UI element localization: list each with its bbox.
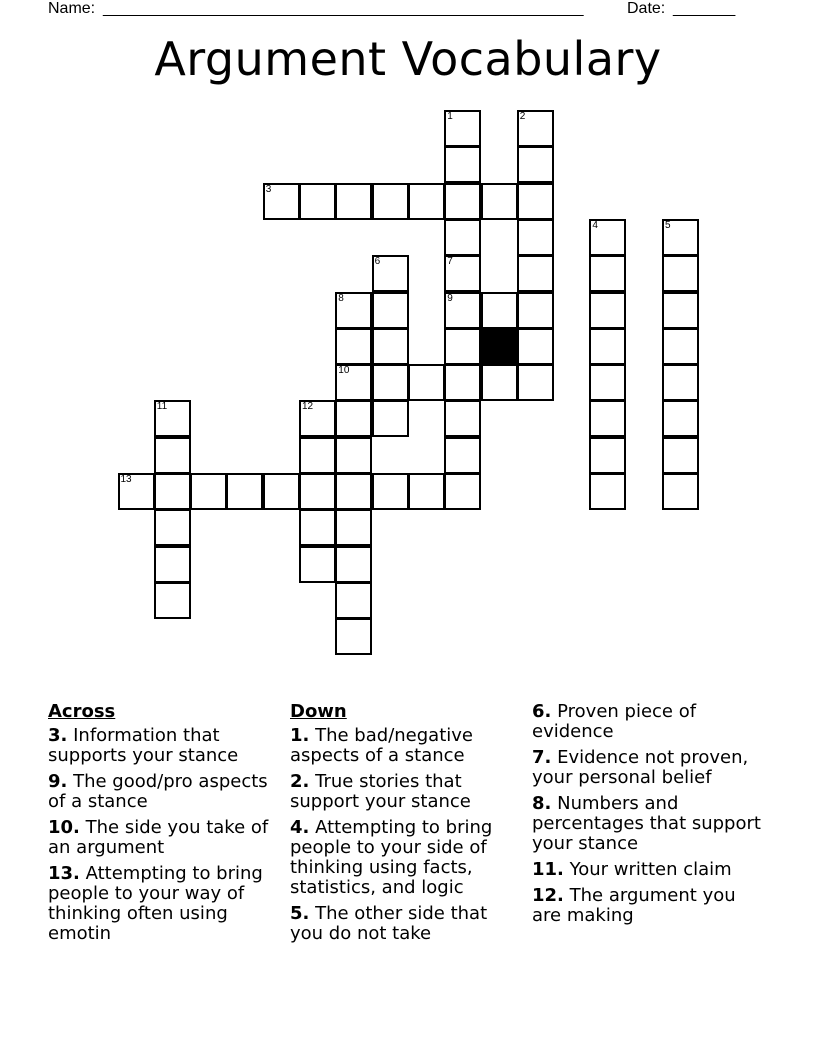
grid-cell[interactable]: [662, 255, 699, 292]
grid-cell[interactable]: [517, 110, 554, 147]
across-heading: Across: [48, 701, 116, 722]
grid-cell[interactable]: [372, 328, 409, 365]
clue-across-13: 13. Attempting to bring people to your way of thinking often using emotin: [48, 863, 263, 944]
grid-cell[interactable]: [444, 110, 481, 147]
clue-down-11: 11. Your written claim: [532, 859, 732, 880]
grid-cell[interactable]: [335, 400, 372, 437]
clue-number: 2: [519, 111, 526, 122]
grid-cell[interactable]: [444, 364, 481, 401]
grid-cell[interactable]: [589, 473, 626, 510]
clue-number: 3: [265, 183, 272, 195]
grid-cell[interactable]: [372, 473, 409, 510]
grid-cell[interactable]: [662, 292, 699, 329]
grid-cell[interactable]: [335, 437, 372, 474]
grid-cell[interactable]: [154, 546, 191, 583]
clue-number: 11: [156, 401, 168, 413]
grid-cell[interactable]: [335, 546, 372, 583]
grid-cell[interactable]: [299, 473, 336, 510]
grid-cell[interactable]: [263, 183, 300, 220]
grid-cell[interactable]: [372, 255, 409, 292]
grid-cell[interactable]: [299, 509, 336, 546]
grid-cell[interactable]: [372, 292, 409, 329]
grid-cell[interactable]: [444, 328, 481, 365]
grid-cell[interactable]: [517, 183, 554, 220]
grid-cell[interactable]: [118, 473, 155, 510]
grid-cell[interactable]: [444, 473, 481, 510]
grid-cell[interactable]: [662, 328, 699, 365]
clue-across-3: 3. Information that supports your stance: [48, 725, 239, 766]
grid-cell[interactable]: [589, 364, 626, 401]
grid-cell[interactable]: [662, 364, 699, 401]
grid-cell[interactable]: [335, 473, 372, 510]
clue-across-9: 9. The good/pro aspects of a stance: [48, 771, 268, 812]
grid-cell[interactable]: [299, 183, 336, 220]
grid-cell[interactable]: [444, 255, 481, 292]
grid-cell[interactable]: [444, 400, 481, 437]
grid-cell[interactable]: [154, 437, 191, 474]
grid-cell[interactable]: [335, 582, 372, 619]
grid-cell[interactable]: [263, 473, 300, 510]
grid-cell[interactable]: [408, 364, 445, 401]
grid-cell[interactable]: [589, 400, 626, 437]
clue-number: 5: [665, 219, 671, 231]
grid-cell[interactable]: [662, 400, 699, 437]
across-clues: [48, 702, 280, 950]
clue-down-4: 4. Attempting to bring people to your side of thinking using facts, statistics, and logic: [290, 817, 493, 898]
down-clues-continued: [532, 702, 764, 932]
down-clues: [290, 702, 522, 950]
name-label: Name:: [48, 0, 96, 17]
grid-cell[interactable]: [444, 146, 481, 183]
grid-cell[interactable]: [154, 582, 191, 619]
clue-across-10: 10. The side you take of an argument: [48, 817, 269, 858]
grid-cell[interactable]: [408, 183, 445, 220]
grid-cell[interactable]: [589, 437, 626, 474]
grid-cell[interactable]: [226, 473, 263, 510]
clue-number: 8: [338, 292, 344, 304]
grid-cell[interactable]: [335, 509, 372, 546]
grid-cell[interactable]: [481, 183, 518, 220]
grid-cell[interactable]: [372, 183, 409, 220]
clue-down-8: 8. Numbers and percentages that support your stance: [532, 793, 761, 854]
grid-cell[interactable]: [299, 546, 336, 583]
clue-down-6: 6. Proven piece of evidence: [532, 701, 697, 742]
grid-cell[interactable]: [517, 364, 554, 401]
grid-cell[interactable]: [517, 328, 554, 365]
grid-cell[interactable]: [372, 364, 409, 401]
grid-cell[interactable]: [154, 400, 191, 437]
clue-down-1: 1. The bad/negative aspects of a stance: [290, 725, 473, 766]
grid-cell[interactable]: [444, 219, 481, 256]
grid-cell[interactable]: [662, 473, 699, 510]
grid-cell[interactable]: [335, 292, 372, 329]
grid-cell[interactable]: [444, 292, 481, 329]
grid-cell[interactable]: [517, 292, 554, 329]
grid-cell[interactable]: [589, 219, 626, 256]
clue-number: 13: [120, 474, 132, 485]
grid-cell[interactable]: [335, 364, 372, 401]
grid-cell[interactable]: [372, 400, 409, 437]
clue-down-12: 12. The argument you are making: [532, 885, 736, 926]
date-label: Date:: [627, 0, 666, 17]
grid-cell[interactable]: [335, 618, 372, 655]
grid-cell[interactable]: [335, 183, 372, 220]
clue-number: 4: [592, 219, 598, 231]
grid-cell[interactable]: [662, 219, 699, 256]
grid-cell[interactable]: [662, 437, 699, 474]
grid-cell[interactable]: [589, 255, 626, 292]
grid-cell[interactable]: [589, 328, 626, 365]
grid-cell[interactable]: [190, 473, 227, 510]
grid-cell[interactable]: [517, 219, 554, 256]
grid-cell[interactable]: [481, 292, 518, 329]
grid-cell[interactable]: [481, 364, 518, 401]
grid-cell[interactable]: [517, 255, 554, 292]
grid-cell[interactable]: [444, 183, 481, 220]
clue-number: 12: [302, 401, 314, 413]
date-field[interactable]: _______: [673, 0, 736, 17]
grid-cell[interactable]: [154, 509, 191, 546]
clue-down-7: 7. Evidence not proven, your personal belief: [532, 747, 749, 788]
black-square: [481, 328, 518, 365]
clue-down-5: 5. The other side that you do not take: [290, 903, 488, 944]
clue-down-2: 2. True stories that support your stance: [290, 771, 471, 812]
name-field[interactable]: ______________________________________________________: [103, 0, 584, 17]
grid-cell[interactable]: [408, 473, 445, 510]
clue-number: 10: [338, 365, 350, 377]
clue-number: 6: [374, 256, 381, 268]
clue-number: 9: [447, 292, 453, 304]
grid-cell[interactable]: [589, 292, 626, 329]
grid-cell[interactable]: [299, 400, 336, 437]
page-title: Argument Vocabulary: [154, 32, 662, 86]
clue-number: 1: [447, 111, 453, 122]
grid-cell[interactable]: [517, 146, 554, 183]
grid-cell[interactable]: [299, 437, 336, 474]
grid-cell[interactable]: [335, 328, 372, 365]
grid-cell[interactable]: [154, 473, 191, 510]
down-heading: Down: [290, 701, 347, 722]
clue-number: 7: [447, 256, 453, 268]
grid-cell[interactable]: [444, 437, 481, 474]
